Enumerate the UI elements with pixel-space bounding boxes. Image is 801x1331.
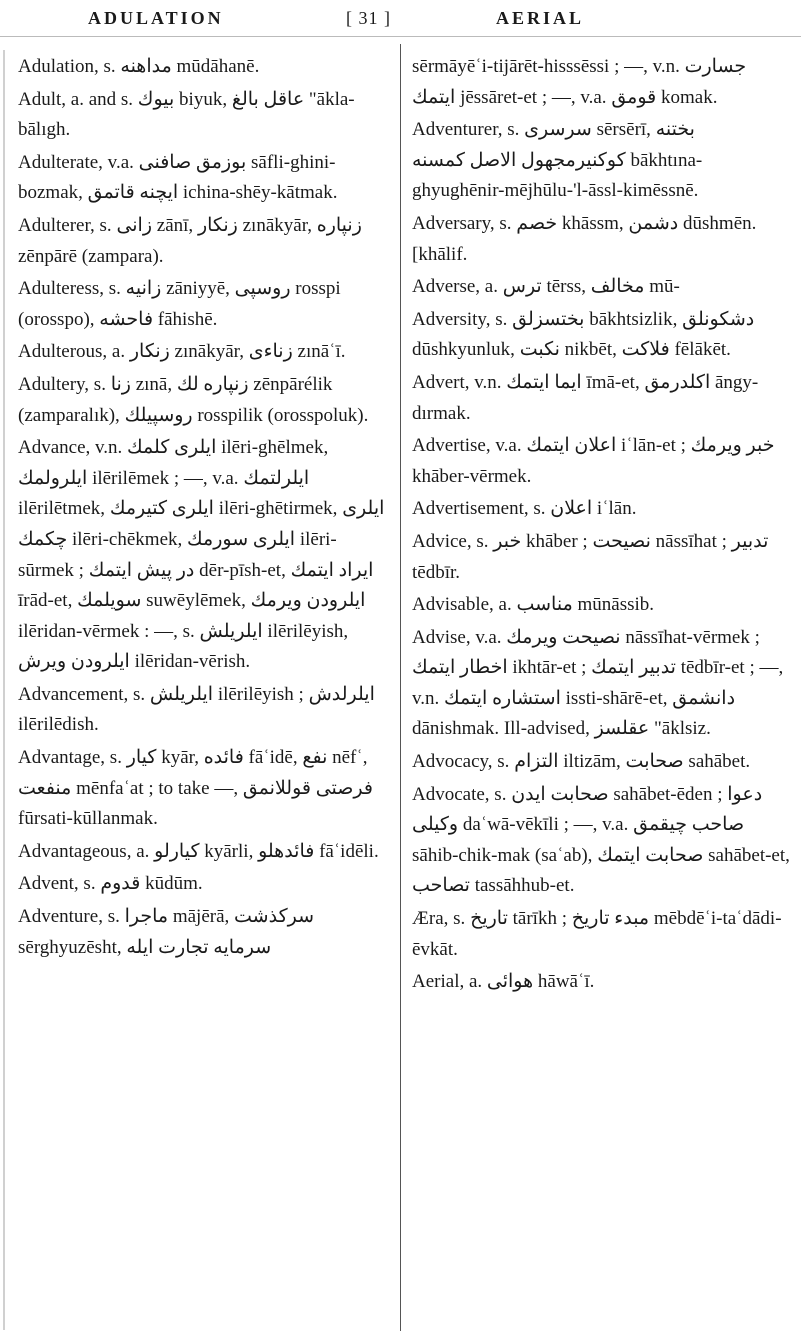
entry-aera: Æra, s. تاريخ tārīkh ; مبدء تاريخ mēbdēʿi-taʿdādi-ēvkāt. — [412, 908, 782, 960]
entry-advertisement: Advertisement, s. اعلان iʿlān. — [412, 498, 637, 520]
entry-advocacy: Advocacy, s. التزام iltizām, صحابت sahābet. — [412, 751, 751, 773]
entry-adventurer: Adventurer, s. سرسرى sērsērī, بختنه كوكنيرمجهول الاصل كمسنه bākhtına-ghyughēnir-mējhūlu-'l-āssl-kimēssnē. — [412, 119, 703, 202]
entry-adulteress: Adulteress, s. زانيه zāniyyē, روسپى rosspi (orosspo), فاحشه fāhishē. — [18, 278, 341, 330]
entry-adulterate: Adulterate, v.a. بوزمق صافنى sāfli-ghini-bozmak, ايچنه قاتمق ichina-shēy-kātmak. — [18, 151, 338, 204]
entry-aerial: Aerial, a. هوائى hāwāʿī. — [412, 971, 595, 993]
page-number: [ 31 ] — [346, 8, 391, 28]
entry-advancement: Advancement, s. ايلريلش ilērilēyish ; ايلرلدش ilērilēdish. — [18, 683, 375, 736]
entry-adulterous: Adulterous, a. زنكار zınākyār, زناءى zınāʿī. — [18, 341, 346, 363]
entry-advocate: Advocate, s. صحابت ايدن sahābet-ēden ; دعوا وكيلى daʿwā-vēkīli ; —, v.a. صاحب چيقمق sāhib-chik-mak (saʿab), صحابت ايتمك sahābet-et, تصاحب tassāhhub-et. — [412, 783, 790, 897]
entry-adulterer: Adulterer, s. زانى zānī, زنكار zınākyār, زنپاره zēnpārē (zampara). — [18, 214, 362, 267]
entry-advent: Advent, s. قدوم kūdūm. — [18, 873, 203, 895]
entry-adversary: Adversary, s. خصم khāssm, دشمن dūshmēn. [khālif. — [412, 212, 757, 265]
entry-advantageous: Advantageous, a. كيارلو kyārli, فائدهلو fāʿidēli. — [18, 840, 379, 862]
entry-adultery: Adultery, s. زنا zınā, زنپاره لك zēnpārélik (zamparalık), روسپيلك rosspilik (orosspoluk). — [18, 373, 369, 426]
entry-adventure: Adventure, s. ماجرا mājērā, سركذشت sērghyuzēsht, سرمايه تجارت ايله — [18, 906, 315, 958]
left-column — [18, 52, 390, 965]
running-head-right: AERIAL — [496, 8, 585, 28]
page-edge-line — [3, 50, 5, 1330]
entry-adventure-cont: sērmāyēʿi-tijārēt-hisssēssi ; —, v.n. جسارت ايتمك jēssāret-et ; —, v.a. قومق komak. — [412, 56, 747, 108]
entry-advise: Advise, v.a. نصيحت ويرمك nāssīhat-vērmek ; اخطار ايتمك ikhtār-et ; تدبير ايتمك tēdbīr-et ; —, v.n. استشاره ايتمك issti-shārē-et, دانشمق dānishmak. Ill-advised, عقلسز "āklsiz. — [412, 626, 784, 740]
right-column — [412, 52, 790, 1000]
entry-adversity: Adversity, s. بختسزلق bākhtsizlik, دشكونلق dūshkyunluk, نكبت nikbēt, فلاكت fēlākēt. — [412, 308, 755, 361]
entry-advantage: Advantage, s. كيار kyār, فائده fāʿidē, نفع nēfʿ, منفعت mēnfaʿat ; to take —, فرصتى قوللانمق fūrsati-kūllanmak. — [18, 747, 373, 830]
header-rule — [0, 36, 801, 37]
page-header — [0, 0, 801, 44]
entry-advert: Advert, v.n. ايما ايتمك īmā-et, اكلدرمق āngy-dırmak. — [412, 371, 759, 424]
entry-adult: Adult, a. and s. بيوك biyuk, عاقل بالغ "ākla-bālıgh. — [18, 88, 355, 141]
entry-adulation: Adulation, s. مداهنه mūdāhanē. — [18, 56, 260, 77]
running-head-left: ADULATION — [88, 8, 224, 28]
entry-advance: Advance, v.n. ايلرى كلمك ilēri-ghēlmek, ايلرولمك ilērilēmek ; —, v.a. ايلرلتمك ilērilētmek, ايلرى كتيرمك ilēri-ghētirmek, ايلرى چكمك ilēri-chēkmek, ايلرى سورمك ilēri-sūrmek ; در پيش ايتمك dēr-pīsh-et, ايراد ايتمك īrād-et, سويلمك suwēylēmek, ايلرودن ويرمك ilēridan-vērmek : —, s. ايلريلش ilērilēyish, ايلرودن ويرش ilēridan-vērish. — [18, 437, 385, 673]
column-divider — [400, 44, 401, 1331]
entry-advice: Advice, s. خبر khāber ; نصيحت nāssīhat ; تدبير tēdbīr. — [412, 530, 769, 583]
entry-adverse: Adverse, a. ترس tērss, مخالف mū- — [412, 276, 680, 298]
entry-advisable: Advisable, a. مناسب mūnāssib. — [412, 594, 655, 616]
entry-advertise: Advertise, v.a. اعلان ايتمك iʿlān-et ; خبر ويرمك khāber-vērmek. — [412, 435, 775, 487]
